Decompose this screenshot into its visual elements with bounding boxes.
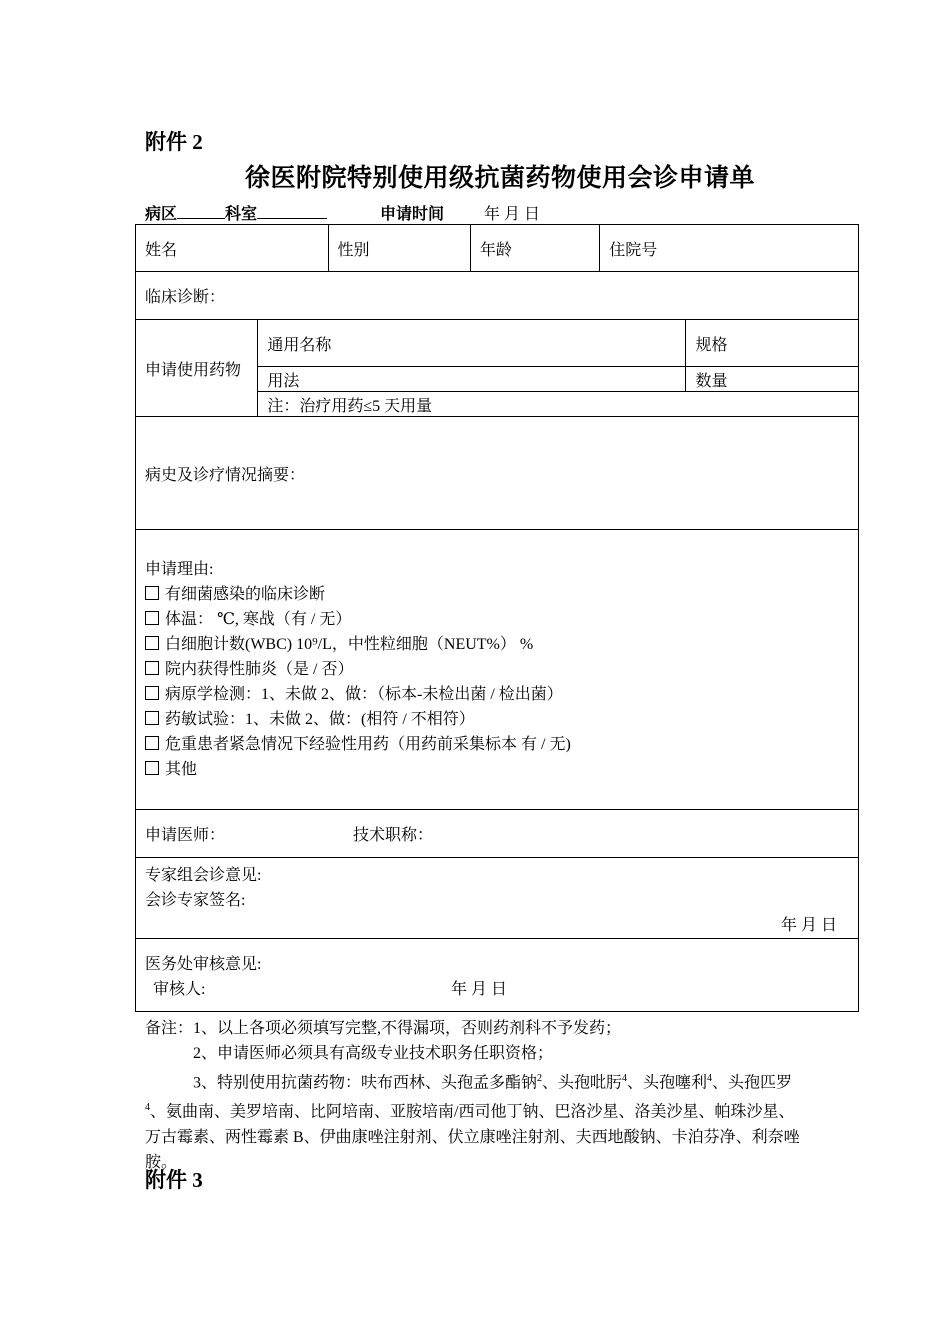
note-line: 3、特别使用抗菌药物：呋布西林、头孢孟多酯钠$^2$、头孢吡肟$^4$、头孢噻利$^4$、头孢匹罗$^4$、氨曲南、美罗培南、比阿培南、亚胺培南/西司他丁钠、巴洛沙星、洛美沙星、帕珠沙星、万古霉素、两性霉素 B、伊曲康唑注射剂、伏立康唑注射剂、夫西地酸钠、卡泊芬净、利奈唑胺。	[145, 1073, 800, 1171]
usage-cell[interactable]: 用法	[258, 367, 686, 392]
checkbox[interactable]	[145, 761, 159, 775]
attachment-3-heading: 附件 3	[145, 1168, 203, 1192]
expert-opinion-label: 专家组会诊意见:	[145, 867, 262, 884]
expert-date: 年 月 日	[780, 917, 837, 934]
reason-item[interactable]: 危重患者紧急情况下经验性用药（用药前采集标本 有 / 无)	[145, 732, 849, 757]
checkbox[interactable]	[145, 586, 159, 600]
reason-item[interactable]: 其他	[145, 757, 849, 782]
checkbox[interactable]	[145, 661, 159, 675]
applicant-row[interactable]	[136, 810, 859, 858]
application-reason-cell	[136, 530, 859, 810]
checkbox[interactable]	[145, 736, 159, 750]
patient-sex-cell[interactable]: 性别	[328, 225, 470, 272]
reason-item[interactable]: 药敏试验：1、未做 2、做：(相符 / 不相符）	[145, 707, 849, 732]
ward-label: 病区	[145, 206, 178, 223]
admission-number-cell[interactable]: 住院号	[600, 225, 859, 272]
reason-item[interactable]: 病原学检测：1、未做 2、做：（标本-未检出菌 / 检出菌）	[145, 682, 849, 707]
form-header-row	[145, 201, 327, 224]
patient-age-cell[interactable]: 年龄	[470, 225, 599, 272]
medical-affairs-label: 医务处审核意见:	[145, 956, 262, 973]
drug-section-label: 申请使用药物	[136, 320, 258, 417]
patient-name-cell[interactable]: 姓名	[136, 225, 329, 272]
reason-item[interactable]: 院内获得性肺炎（是 / 否）	[145, 657, 849, 682]
attachment-2-heading: 附件 2	[145, 130, 203, 154]
note-line: 2、申请医师必须具有高级专业技术职务任职资格；	[193, 1045, 554, 1062]
note-line: 备注：1、以上各项必须填写完整,不得漏项，否则药剂科不予发药；	[145, 1020, 622, 1037]
reason-label: 申请理由:	[145, 561, 214, 578]
quantity-cell[interactable]: 数量	[686, 367, 859, 392]
drug-note: 注：治疗用药≤5 天用量	[258, 392, 859, 417]
checkbox[interactable]	[145, 611, 159, 625]
expert-opinion-cell[interactable]	[136, 858, 859, 939]
request-time-label: 申请时间	[380, 206, 445, 223]
expert-signature-label: 会诊专家签名:	[145, 892, 246, 909]
checkbox[interactable]	[145, 686, 159, 700]
history-summary-cell[interactable]: 病史及诊疗情况摘要：	[136, 417, 859, 530]
application-form-table	[135, 224, 859, 1012]
checkbox[interactable]	[145, 636, 159, 650]
generic-name-cell[interactable]: 通用名称	[258, 320, 686, 367]
request-time-value: 年 月 日	[484, 206, 541, 223]
dept-label: 科室	[225, 206, 258, 223]
review-date: 年 月 日	[451, 981, 508, 998]
technical-title-label: 技术职称：	[353, 827, 434, 844]
reviewer-label: 审核人:	[153, 981, 206, 998]
specification-cell[interactable]: 规格	[686, 320, 859, 367]
form-title: 徐医附院特别使用级抗菌药物使用会诊申请单	[244, 165, 755, 192]
medical-affairs-cell[interactable]	[136, 939, 859, 1012]
reason-item[interactable]: 有细菌感染的临床诊断	[145, 582, 849, 607]
reason-item[interactable]: 白细胞计数(WBC) 10⁹/L，中性粒细胞（NEUT%） %	[145, 632, 849, 657]
applicant-doctor-label: 申请医师：	[145, 827, 226, 844]
reason-item[interactable]: 体温： ℃, 寒战（有 / 无）	[145, 607, 849, 632]
dept-blank[interactable]	[257, 204, 327, 219]
clinical-diagnosis-cell[interactable]: 临床诊断：	[136, 272, 859, 320]
notes-block	[145, 1016, 810, 1175]
ward-blank[interactable]	[177, 204, 225, 219]
checkbox[interactable]	[145, 711, 159, 725]
